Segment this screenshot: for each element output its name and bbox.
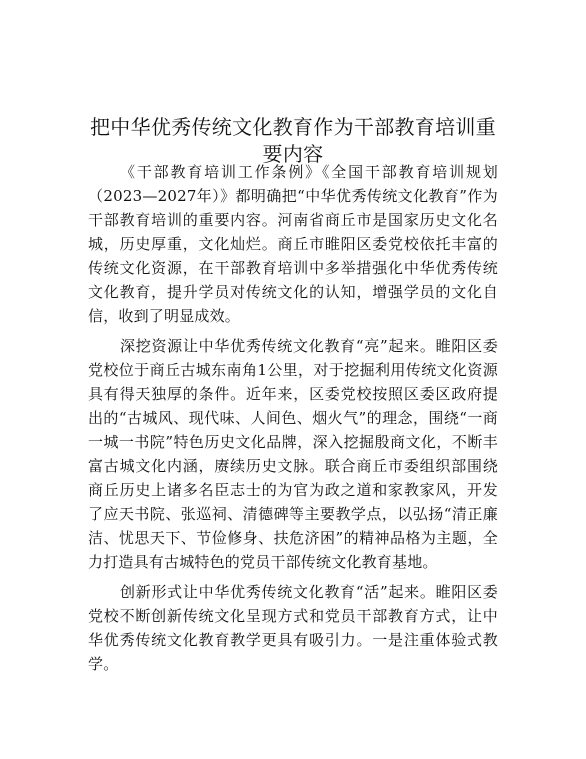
paragraph-intro: 《干部教育培训工作条例》《全国干部教育培训规划（2023—2027年）》都明确把“中华优秀传统文化教育”作为干部教育培训的重要内容。河南省商丘市是国家历史文化名城，历史厚重，文化灿烂。商丘市睢阳区委党校依托丰富的传统文化资源，在干部教育培训中多举措强化中华优秀传统文化教育，提升学员对传统文化的认知，增强学员的文化自信，收到了明显成效。 <box>88 163 498 325</box>
paragraph-resources: 深挖资源让中华优秀传统文化教育“亮”起来。睢阳区委党校位于商丘古城东南角1公里，对于挖掘利用传统文化资源具有得天独厚的条件。近年来，区委党校按照区委区政府提出的“古城风、现代味、人间色、烟火气”的理念，围绕“一商一城一书院”特色历史文化品牌，深入挖掘殷商文化，不断丰富古城文化内涵，赓续历史文脉。联合商丘市委组织部围绕商丘历史上诸多名臣志士的为官为政之道和家教家风，开发了应天书院、张巡祠、清德碑等主要教学点，以弘扬“清正廉洁、忧思天下、节俭修身、扶危济困”的精神品格为主题，全力打造具有古城特色的党员干部传统文化教育基地。 <box>88 337 498 571</box>
paragraph-innovation: 创新形式让中华优秀传统文化教育“活”起来。睢阳区委党校不断创新传统文化呈现方式和党员干部教育方式，让中华优秀传统文化教育教学更具有吸引力。一是注重体验式教学。 <box>88 583 498 673</box>
document-title: 把中华优秀传统文化教育作为干部教育培训重要内容 <box>90 115 496 167</box>
document-body <box>88 160 498 682</box>
